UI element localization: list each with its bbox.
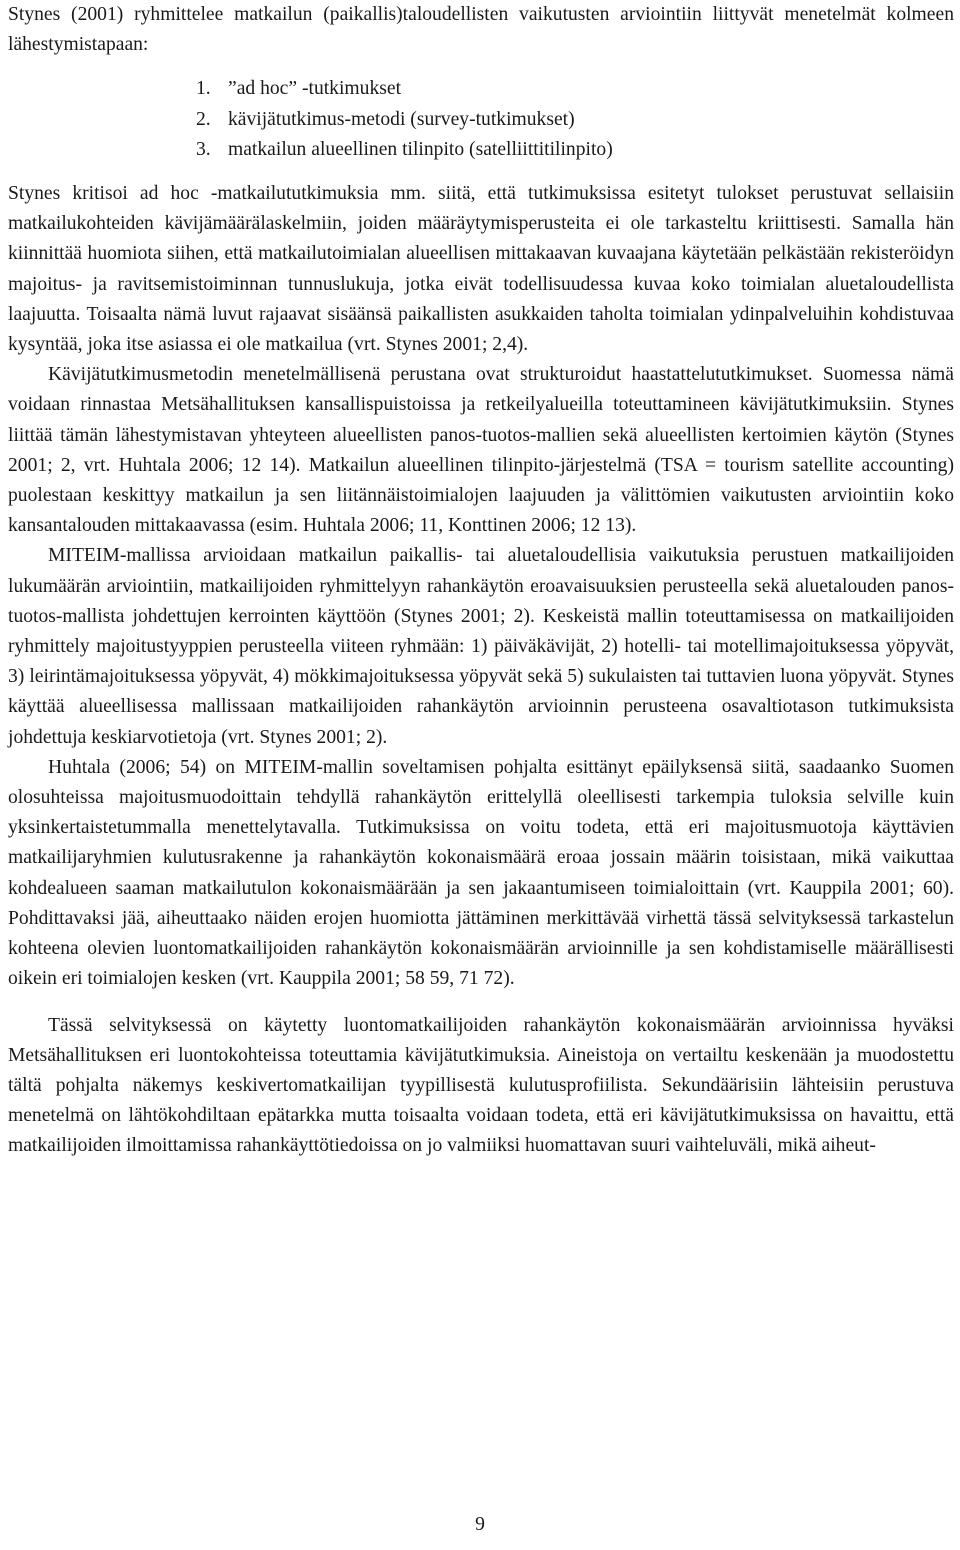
paragraph-this-study: Tässä selvityksessä on käytetty luontomatkailijoiden rahankäytön kokonaismäärän arvioinnissa hyväksi Metsähallituksen eri luontokohteissa toteuttamia kävijätutkimuksia. Aineistoja on vertailtu keskenään ja muodostettu tältä pohjalta näkemys keskivertomatkailijan tyypillisestä kulutusprofiilista. Sekundäärisiin lähteisiin perustuva menetelmä on lähtökohdiltaan epätarkka mutta toisaalta voidaan todeta, että eri kävijätutkimuksissa on havaittu, että matkailijoiden ilmoittamissa rahankäyttötiedoissa on jo valmiiksi huomattavan suuri vaihteluväli, mikä aiheut- [8,1014,954,1157]
intro-paragraph: Stynes (2001) ryhmittelee matkailun (paikallis)taloudellisten vaikutusten arviointiin liittyvät menetelmät kolmeen lähestymistapaan: [8,4,954,56]
document-page [8,0,954,1550]
paragraph-visitor-survey: Kävijätutkimusmetodin menetelmällisenä perustana ovat strukturoidut haastattelututkimukset. Suomessa nämä voidaan rinnastaa Metsähallituksen kansallispuistoissa ja retkeilyalueilla toteuttamineen kävijätutkimuksiin. Stynes liittää tämän lähestymistavan yhteyteen alueellisten panos-tuotos-mallien sekä alueellisten kertoimien käytön (Stynes 2001; 2, vrt. Huhtala 2006; 12 14). Matkailun alueellinen tilinpito-järjestelmä (TSA = tourism satellite accounting) puolestaan keskittyy matkailun ja sen liitännäistoimialojen laajuuden ja välittömien vaikutusten arviointiin koko kansantalouden mittakaavassa (esim. Huhtala 2006; 11, Konttinen 2006; 12 13). [8,364,954,537]
page-number: 9 [475,1514,485,1535]
paragraph-huhtala: Huhtala (2006; 54) on MITEIM-mallin soveltamisen pohjalta esittänyt epäilyksensä siitä, saadaanko Suomen olosuhteissa majoitusmuodoittain tehdyllä rahankäytön erittelyllä oleellisesti tarkempia tuloksia selville kuin yksinkertaistetummalla menettelytavalla. Tutkimuksissa on voitu todeta, että eri majoitusmuotoja käyttävien matkailijaryhmien kulutusrakenne ja rahankäytön kokonaismäärä eroaa jossain määrin toisistaan, mikä vaikuttaa kohdealueen saaman matkailutulon kokonaismäärään ja sen jakaantumiseen toimialoittain (vrt. Kauppila 2001; 60). Pohdittavaksi jää, aiheuttaako näiden erojen huomiotta jättäminen merkittävää virhettä tässä selvityksessä tarkastelun kohteena olevien luontomatkailijoiden rahankäytön kokonaismäärän arvioinnille ja sen kohdistamiselle määrällisesti oikein eri toimialojen kesken (vrt. Kauppila 2001; 58 59, 71 72). [8,756,954,990]
paragraph-miteim: MITEIM-mallissa arvioidaan matkailun paikallis- tai aluetaloudellisia vaikutuksia perustuen matkailijoiden lukumäärän arviointiin, matkailijoiden ryhmittelyyn rahankäytön eroavaisuuksien perusteella sekä aluetalouden panos-tuotos-mallista johdettujen kerrointen käyttöön (Stynes 2001; 2). Keskeistä mallin toteuttamisessa on matkailijoiden ryhmittely majoitustyyppien perusteella viiteen ryhmään: 1) päiväkävijät, 2) hotelli- tai motellimajoituksessa yöpyvät, 3) leirintämajoituksessa yöpyvät, 4) mökkimajoituksessa yöpyvät sekä 5) sukulaisten tai tuttavien luona yöpyvät. Stynes käyttää alueellisessa mallissaan matkailijoiden rahankäytön arvioinnin perusteena osavaltiotason tutkimuksista johdettuja keskiarvotietoja (vrt. Stynes 2001; 2). [8,545,954,748]
paragraph-ad-hoc-critique: Stynes kritisoi ad hoc -matkailututkimuksia mm. siitä, että tutkimuksissa esitetyt tulokset perustuvat sellaisiin matkailukohteiden kävijämäärälaskelmiin, joiden määräytymisperusteita ei ole tarkasteltu kriittisesti. Samalla hän kiinnittää huomiota siihen, että matkailutoimialan alueellisen mittakaavan kuvaajana käytetään pelkästään rekisteröidyn majoitus- ja ravitsemistoiminnan tunnuslukuja, jotka eivät todellisuudessa kuvaa koko toimialan aluetaloudellista laajuutta. Toisaalta nämä luvut rajaavat sisäänsä paikallisten asukkaiden taholta toimialan ydinpalveluihin kohdistuvaa kysyntää, joka itse asiassa ei ole matkailua (vrt. Stynes 2001; 2,4). [8,183,954,356]
list-item: 1. ”ad hoc” -tutkimukset [196,78,402,100]
approach-list [8,74,954,165]
list-item: 3. matkailun alueellinen tilinpito (satelliittitilinpito) [196,138,613,160]
list-item: 2. kävijätutkimus-metodi (survey-tutkimukset) [196,108,575,130]
